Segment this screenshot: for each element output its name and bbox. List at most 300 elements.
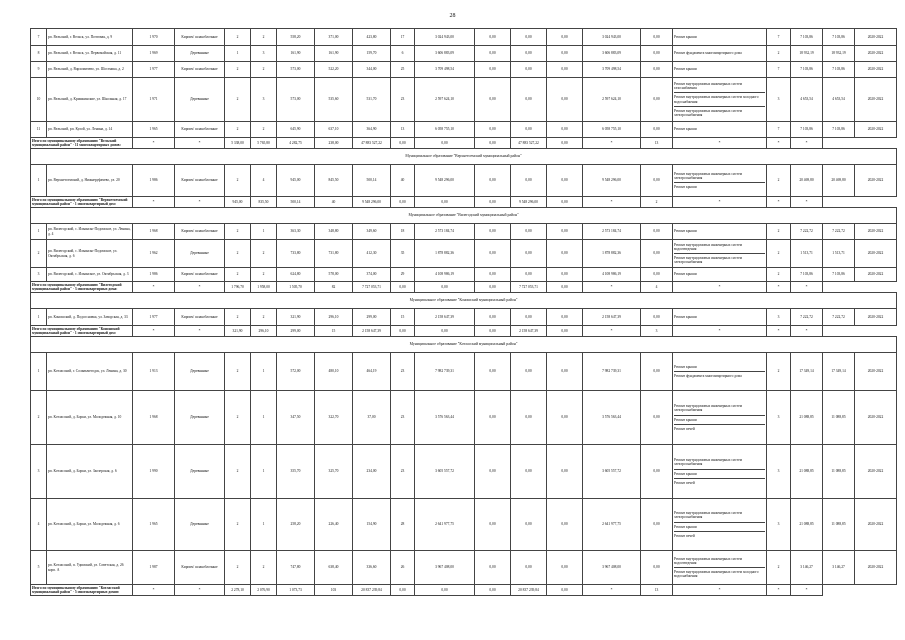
total-value-cell: * [133,282,175,293]
other-cost-cell: 0,00 [641,122,673,138]
residents-cell: 23 [391,445,415,499]
owned-area-cell: 299,00 [353,309,391,326]
living-area-cell: 522,20 [315,62,353,78]
work-type-item: Ремонт внутридомовых инженерных систем электроснабжения [674,106,765,118]
total-area-cell: 572,00 [277,353,315,391]
total-value-cell: 500,14 [277,197,315,208]
max-cost-cell: 11 088,85 [823,391,855,445]
total-value-cell: * [673,197,767,208]
max-cost-cell: 7 103,86 [823,268,855,282]
wall-material-cell: Деревянные [175,391,225,445]
entrances-cell: 1 [251,499,277,551]
address-cell: рп. Вилегодский, с. Ильинское, ул. Октябрьская, д. 3 [47,268,133,282]
owned-area-cell: 364,90 [353,122,391,138]
floors-cell: 2 [225,268,251,282]
total-value-cell: * [791,326,823,337]
entrances-cell: 2 [251,309,277,326]
work-type-item: Ремонт печей [674,531,765,539]
specific-cost-cell: 7 222,72 [791,309,823,326]
other-cost-cell: 0,00 [641,29,673,46]
work-types-cell [673,224,767,240]
owned-area-cell: 412,30 [353,240,391,268]
work-count-cell: 2 [767,353,791,391]
building-row [31,391,897,445]
work-count-cell: 2 [767,551,791,585]
specific-cost-cell: 7 103,86 [791,29,823,46]
work-type-item: Ремонт крыши [674,182,765,190]
page-number: 28 [449,13,456,19]
owners-cost-cell: 3 709 498,54 [583,62,641,78]
entrances-cell: 2 [251,240,277,268]
work-type-item: Ремонт крыши [674,314,697,319]
other-cost-cell: 0,00 [641,551,673,585]
total-value-cell: * [583,197,641,208]
residents-cell: 29 [391,268,415,282]
specific-cost-cell: 21 088,85 [791,499,823,551]
residents-cell: 18 [391,224,415,240]
owned-area-cell: 349,60 [353,224,391,240]
address-cell: рп. Котласский, г. Сольвычегодск, ул. Ленина, д. 30 [47,353,133,391]
floors-cell: 2 [225,165,251,197]
work-count-cell: 3 [767,499,791,551]
other-cost-cell: 0,00 [641,309,673,326]
fund-cost-cell: 0,00 [475,240,511,268]
entrances-cell: 2 [251,62,277,78]
building-row [31,165,897,197]
total-value-cell: 13 [641,138,673,149]
work-count-cell: 3 [767,391,791,445]
total-label-cell: Итого по муниципальному образованию "Котласский муниципальный район" - 5 многоквартирных домов: [31,585,133,596]
total-value-cell: 5 765,80 [251,138,277,149]
term-cell: 2020-2022 [855,29,897,46]
total-value-cell: 4 282,75 [277,138,315,149]
owners-cost-cell: 7 982 739,31 [583,353,641,391]
local-cost-cell: 0,00 [547,78,583,122]
term-cell: 2020-2022 [855,240,897,268]
floors-cell: 2 [225,445,251,499]
work-types-cell [673,391,767,445]
max-cost-cell: 7 103,86 [823,62,855,78]
work-type-item: Ремонт крыши [674,67,697,72]
owners-cost-cell: 3 967 408,00 [583,551,641,585]
owners-cost-cell: 3 576 563,44 [583,391,641,445]
total-cost-cell: 6 058 755,10 [415,122,475,138]
other-cost-cell: 0,00 [641,165,673,197]
living-area-cell: 578,00 [315,268,353,282]
work-types-cell [673,268,767,282]
work-types-cell [673,78,767,122]
year-built-cell: 1 913 [133,353,175,391]
total-value-cell: 0,00 [475,585,511,596]
total-value-cell: * [175,197,225,208]
work-count-cell: 2 [767,224,791,240]
municipality-name: Муниципальное образование "Коношский муниципальный район" [31,293,897,309]
work-types-cell [673,46,767,62]
total-label-cell: Итого по муниципальному образованию "Коношский муниципальный район" - 1 многоквартирный дом: [31,326,133,337]
other-cost-cell: 0,00 [641,268,673,282]
term-cell: 2020-2022 [855,165,897,197]
address-cell: рп. Вельский, рп. Кулой, ул. Ленина, д. 14 [47,122,133,138]
total-value-cell: 103 [315,585,353,596]
total-value-cell: 20 837 239,84 [511,585,547,596]
address-cell: рп. Вилегодский, с. Ильинско-Подомское, ул. Октябрьская, д. 6 [47,240,133,268]
total-label-cell: Итого по муниципальному образованию "Верхнетоемский муниципальный район" - 1 многоквартирный дом: [31,197,133,208]
wall-material-cell: Кирпич/ шлакоблочные [175,224,225,240]
specific-cost-cell: 20 469,80 [791,165,823,197]
residents-cell: 17 [391,29,415,46]
total-value-cell: 2 [641,197,673,208]
other-cost-cell: 0,00 [641,78,673,122]
row-number-cell: 5 [31,551,47,585]
total-value-cell: * [583,585,641,596]
wall-material-cell: Деревянные [175,499,225,551]
floors-cell: 2 [225,224,251,240]
total-cost-cell: 7 982 739,31 [415,353,475,391]
year-built-cell: 1 970 [133,29,175,46]
wall-material-cell: Деревянные [175,240,225,268]
municipality-total-row [31,282,897,293]
local-cost-cell: 0,00 [547,46,583,62]
floors-cell: 2 [225,391,251,445]
total-value-cell: 2 076,90 [251,585,277,596]
specific-cost-cell: 17 349,14 [791,353,823,391]
local-cost-cell: 0,00 [547,309,583,326]
total-value-cell: * [767,585,791,596]
fund-cost-cell: 0,00 [475,78,511,122]
wall-material-cell: Кирпич/ шлакоблочные [175,62,225,78]
address-cell: рп. Вельский, г. Вельск, ул. Первомайская, д. 11 [47,46,133,62]
total-value-cell: * [673,138,767,149]
address-cell: рп. Вельский, д. Вархомичево, ул. Шостника, д. 2 [47,62,133,78]
regional-cost-cell: 0,00 [511,268,547,282]
total-value-cell: 9 548 296,00 [353,197,391,208]
total-cost-cell: 2 573 184,74 [415,224,475,240]
max-cost-cell: 7 222,72 [823,224,855,240]
residents-cell: 23 [391,78,415,122]
entrances-cell: 2 [251,29,277,46]
work-type-item: Ремонт крыши [674,522,765,530]
floors-cell: 2 [225,353,251,391]
total-value-cell: * [673,282,767,293]
total-value-cell: 296,10 [251,326,277,337]
floors-cell: 2 [225,499,251,551]
term-cell: 2020-2022 [855,78,897,122]
address-cell: рп. Котласский, д. Борки, ул. Заозерская, д. 6 [47,445,133,499]
wall-material-cell: Кирпич/ шлакоблочные [175,122,225,138]
floors-cell: 2 [225,551,251,585]
regional-cost-cell: 0,00 [511,445,547,499]
work-type-item: Ремонт крыши [674,34,697,39]
year-built-cell: 1 986 [133,268,175,282]
max-cost-cell: 11 088,85 [823,499,855,551]
term-cell: 2020-2022 [855,551,897,585]
address-cell: рп. Вилегодский, с. Ильинско-Подомское, ул. Ленина, д. 4 [47,224,133,240]
work-type-item: Ремонт внутридомовых инженерных систем газоснабжения [674,82,742,91]
total-value-cell: 0,00 [415,138,475,149]
total-value-cell: 1 505,70 [277,282,315,293]
total-value-cell: 2 158 647,39 [511,326,547,337]
regional-cost-cell: 0,00 [511,353,547,391]
other-cost-cell: 0,00 [641,353,673,391]
living-area-cell: 480,10 [315,353,353,391]
max-cost-cell: 7 222,72 [823,309,855,326]
total-value-cell: 0,00 [547,138,583,149]
work-type-item: Ремонт внутридомовых инженерных систем электроснабжения [674,253,765,265]
local-cost-cell: 0,00 [547,353,583,391]
regional-cost-cell: 0,00 [511,165,547,197]
residents-cell: 23 [391,391,415,445]
term-cell: 2020-2022 [855,46,897,62]
regional-cost-cell: 0,00 [511,224,547,240]
work-type-item: Ремонт крыши [674,415,765,423]
work-types-cell [673,499,767,551]
owners-cost-cell: 9 548 296,00 [583,165,641,197]
year-built-cell: 1 969 [133,46,175,62]
residents-cell: 6 [391,46,415,62]
address-cell: рп. Верхнетоемский, д. Нижнеруфачево, ул. 20 [47,165,133,197]
total-area-cell: 573,00 [277,78,315,122]
total-value-cell: * [791,197,823,208]
term-cell: 2020-2022 [855,499,897,551]
address-cell: рп. Котласский, д. Борки, ул. Молодежная, д. 6 [47,499,133,551]
total-value-cell: 1 958,00 [251,282,277,293]
total-value-cell: 0,00 [475,282,511,293]
owned-area-cell: 500,14 [353,165,391,197]
address-cell: рп. Котласский, д. Борки, ул. Молодежная, д. 10 [47,391,133,445]
total-label-cell: Итого по муниципальному образованию "Вилегодский муниципальный район" - 3 многоквартирных дома: [31,282,133,293]
fund-cost-cell: 0,00 [475,391,511,445]
other-cost-cell: 0,00 [641,499,673,551]
building-row [31,29,897,46]
total-value-cell: 0,00 [391,585,415,596]
building-row [31,445,897,499]
total-value-cell: 0,00 [547,326,583,337]
work-types-cell [673,353,767,391]
total-cost-cell: 9 548 296,00 [415,165,475,197]
total-cost-cell: 3 605 557,72 [415,445,475,499]
specific-cost-cell: 7 222,72 [791,224,823,240]
total-value-cell: 2 158 647,39 [353,326,391,337]
owners-cost-cell: 1 878 882,36 [583,240,641,268]
work-count-cell: 3 [767,309,791,326]
owners-cost-cell: 6 058 755,10 [583,122,641,138]
owned-area-cell: 234,00 [353,445,391,499]
regional-cost-cell: 0,00 [511,551,547,585]
municipality-total-row [31,585,897,596]
owners-cost-cell: 4 108 986,19 [583,268,641,282]
row-number-cell: 8 [31,46,47,62]
other-cost-cell: 0,00 [641,62,673,78]
local-cost-cell: 0,00 [547,445,583,499]
other-cost-cell: 0,00 [641,391,673,445]
total-value-cell: * [767,326,791,337]
term-cell: 2020-2022 [855,62,897,78]
owned-area-cell: 154,90 [353,499,391,551]
local-cost-cell: 0,00 [547,551,583,585]
year-built-cell: 1 965 [133,122,175,138]
term-cell: 2020-2022 [855,353,897,391]
fund-cost-cell: 0,00 [475,268,511,282]
fund-cost-cell: 0,00 [475,499,511,551]
work-count-cell: 7 [767,62,791,78]
total-value-cell: 20 837 239,84 [353,585,391,596]
row-number-cell: 3 [31,445,47,499]
total-cost-cell: 1 878 882,36 [415,240,475,268]
work-types-cell [673,29,767,46]
specific-cost-cell: 1 513,71 [791,240,823,268]
row-number-cell: 1 [31,309,47,326]
building-row [31,309,897,326]
work-type-item: Ремонт внутридомовых инженерных систем электроснабжения [674,171,742,180]
living-area-cell: 731,80 [315,240,353,268]
owned-area-cell: 344,00 [353,62,391,78]
total-value-cell: 1 796,70 [225,282,251,293]
work-type-item: Ремонт внутридомовых инженерных систем водоотведения [674,556,742,565]
work-type-item: Ремонт крыши [674,469,765,477]
row-number-cell: 1 [31,353,47,391]
total-value-cell: 0,00 [415,326,475,337]
total-value-cell: * [133,197,175,208]
living-area-cell: 638,40 [315,551,353,585]
local-cost-cell: 0,00 [547,499,583,551]
year-built-cell: 1 962 [133,240,175,268]
wall-material-cell: Деревянные [175,353,225,391]
entrances-cell: 2 [251,122,277,138]
wall-material-cell: Кирпич/ шлакоблочные [175,268,225,282]
work-type-item: Ремонт крыши [674,364,697,369]
max-cost-cell: 3 146,27 [823,551,855,585]
wall-material-cell: Кирпич/ шлакоблочные [175,309,225,326]
floors-cell: 2 [225,309,251,326]
total-value-cell: 47 883 527,22 [353,138,391,149]
row-number-cell: 4 [31,499,47,551]
regional-cost-cell: 0,00 [511,46,547,62]
total-area-cell: 573,00 [277,62,315,78]
total-value-cell: 945,00 [225,197,251,208]
wall-material-cell: Кирпич/ шлакоблочные [175,165,225,197]
owned-area-cell: 531,70 [353,78,391,122]
other-cost-cell: 0,00 [641,240,673,268]
total-area-cell: 347,50 [277,391,315,445]
entrances-cell: 2 [251,551,277,585]
work-count-cell: 2 [767,46,791,62]
living-area-cell: 348,80 [315,224,353,240]
building-row [31,353,897,391]
total-area-cell: 258,20 [277,499,315,551]
wall-material-cell: Деревянные [175,78,225,122]
total-cost-cell: 2 597 624,10 [415,78,475,122]
max-cost-cell: 7 103,86 [823,29,855,46]
wall-material-cell: Кирпич/ шлакоблочные [175,29,225,46]
building-row [31,499,897,551]
address-cell: рп. Вельский, д. Кришкинские, ул. Школьная, д. 17 [47,78,133,122]
building-row [31,268,897,282]
municipality-header-row [31,293,897,309]
owners-cost-cell: 2 597 624,10 [583,78,641,122]
total-cost-cell: 3 576 563,44 [415,391,475,445]
fund-cost-cell: 0,00 [475,309,511,326]
building-row [31,78,897,122]
municipality-total-row [31,138,897,149]
row-number-cell: 2 [31,391,47,445]
housing-register-table [30,28,897,596]
wall-material-cell: Деревянные [175,445,225,499]
total-value-cell: * [583,282,641,293]
local-cost-cell: 0,00 [547,224,583,240]
work-count-cell: 2 [767,240,791,268]
total-cost-cell: 2 158 647,39 [415,309,475,326]
total-area-cell: 161,90 [277,46,315,62]
building-row [31,46,897,62]
owners-cost-cell: 3 605 557,72 [583,445,641,499]
address-cell: рп. Вельский, г. Вельск, ул. Почтовая, д. 9 [47,29,133,46]
max-cost-cell: 1 513,71 [823,240,855,268]
year-built-cell: 1 977 [133,309,175,326]
total-value-cell: 0,00 [475,197,511,208]
term-cell: 2020-2022 [855,309,897,326]
total-value-cell: 0,00 [415,585,475,596]
row-number-cell: 1 [31,165,47,197]
total-value-cell: 0,00 [391,138,415,149]
term-cell: 2020-2022 [855,224,897,240]
living-area-cell: 637,10 [315,122,353,138]
local-cost-cell: 0,00 [547,391,583,445]
row-number-cell: 7 [31,29,47,46]
other-cost-cell: 0,00 [641,224,673,240]
year-built-cell: 1 977 [133,62,175,78]
residents-cell: 35 [391,240,415,268]
work-type-item: Ремонт фундамента многоквартирного дома [674,51,742,56]
work-count-cell: 2 [767,165,791,197]
regional-cost-cell: 0,00 [511,240,547,268]
total-value-cell: * [175,585,225,596]
residents-cell: 40 [391,165,415,197]
total-value-cell: 9 548 296,00 [511,197,547,208]
regional-cost-cell: 0,00 [511,309,547,326]
total-value-cell: * [673,585,767,596]
floors-cell: 2 [225,62,251,78]
total-value-cell: 2 278,10 [225,585,251,596]
specific-cost-cell: 7 103,86 [791,122,823,138]
entrances-cell: 3 [251,46,277,62]
max-cost-cell: 18 932,19 [823,46,855,62]
total-value-cell: 0,00 [547,585,583,596]
work-type-item: Ремонт печей [674,424,765,432]
other-cost-cell: 0,00 [641,46,673,62]
total-value-cell: 299,00 [277,326,315,337]
regional-cost-cell: 0,00 [511,391,547,445]
work-type-item: Ремонт внутридомовых инженерных систем холодного водоснабжения [674,92,765,104]
entrances-cell: 1 [251,391,277,445]
work-type-item: Ремонт внутридомовых инженерных систем электроснабжения [674,511,742,520]
total-value-cell: * [767,138,791,149]
owners-cost-cell: 3 606 883,09 [583,46,641,62]
max-cost-cell: 17 349,14 [823,353,855,391]
total-value-cell: 0,00 [391,326,415,337]
municipality-name: Муниципальное образование "Котласский муниципальный район" [31,337,897,353]
entrances-cell: 4 [251,165,277,197]
year-built-cell: 1 968 [133,224,175,240]
local-cost-cell: 0,00 [547,165,583,197]
total-value-cell: 7 727 053,71 [353,282,391,293]
total-value-cell: * [175,138,225,149]
total-value-cell: 7 727 053,71 [511,282,547,293]
owners-cost-cell: 2 641 977,75 [583,499,641,551]
fund-cost-cell: 0,00 [475,445,511,499]
living-area-cell: 371,00 [315,29,353,46]
fund-cost-cell: 0,00 [475,224,511,240]
total-value-cell: 321,90 [225,326,251,337]
